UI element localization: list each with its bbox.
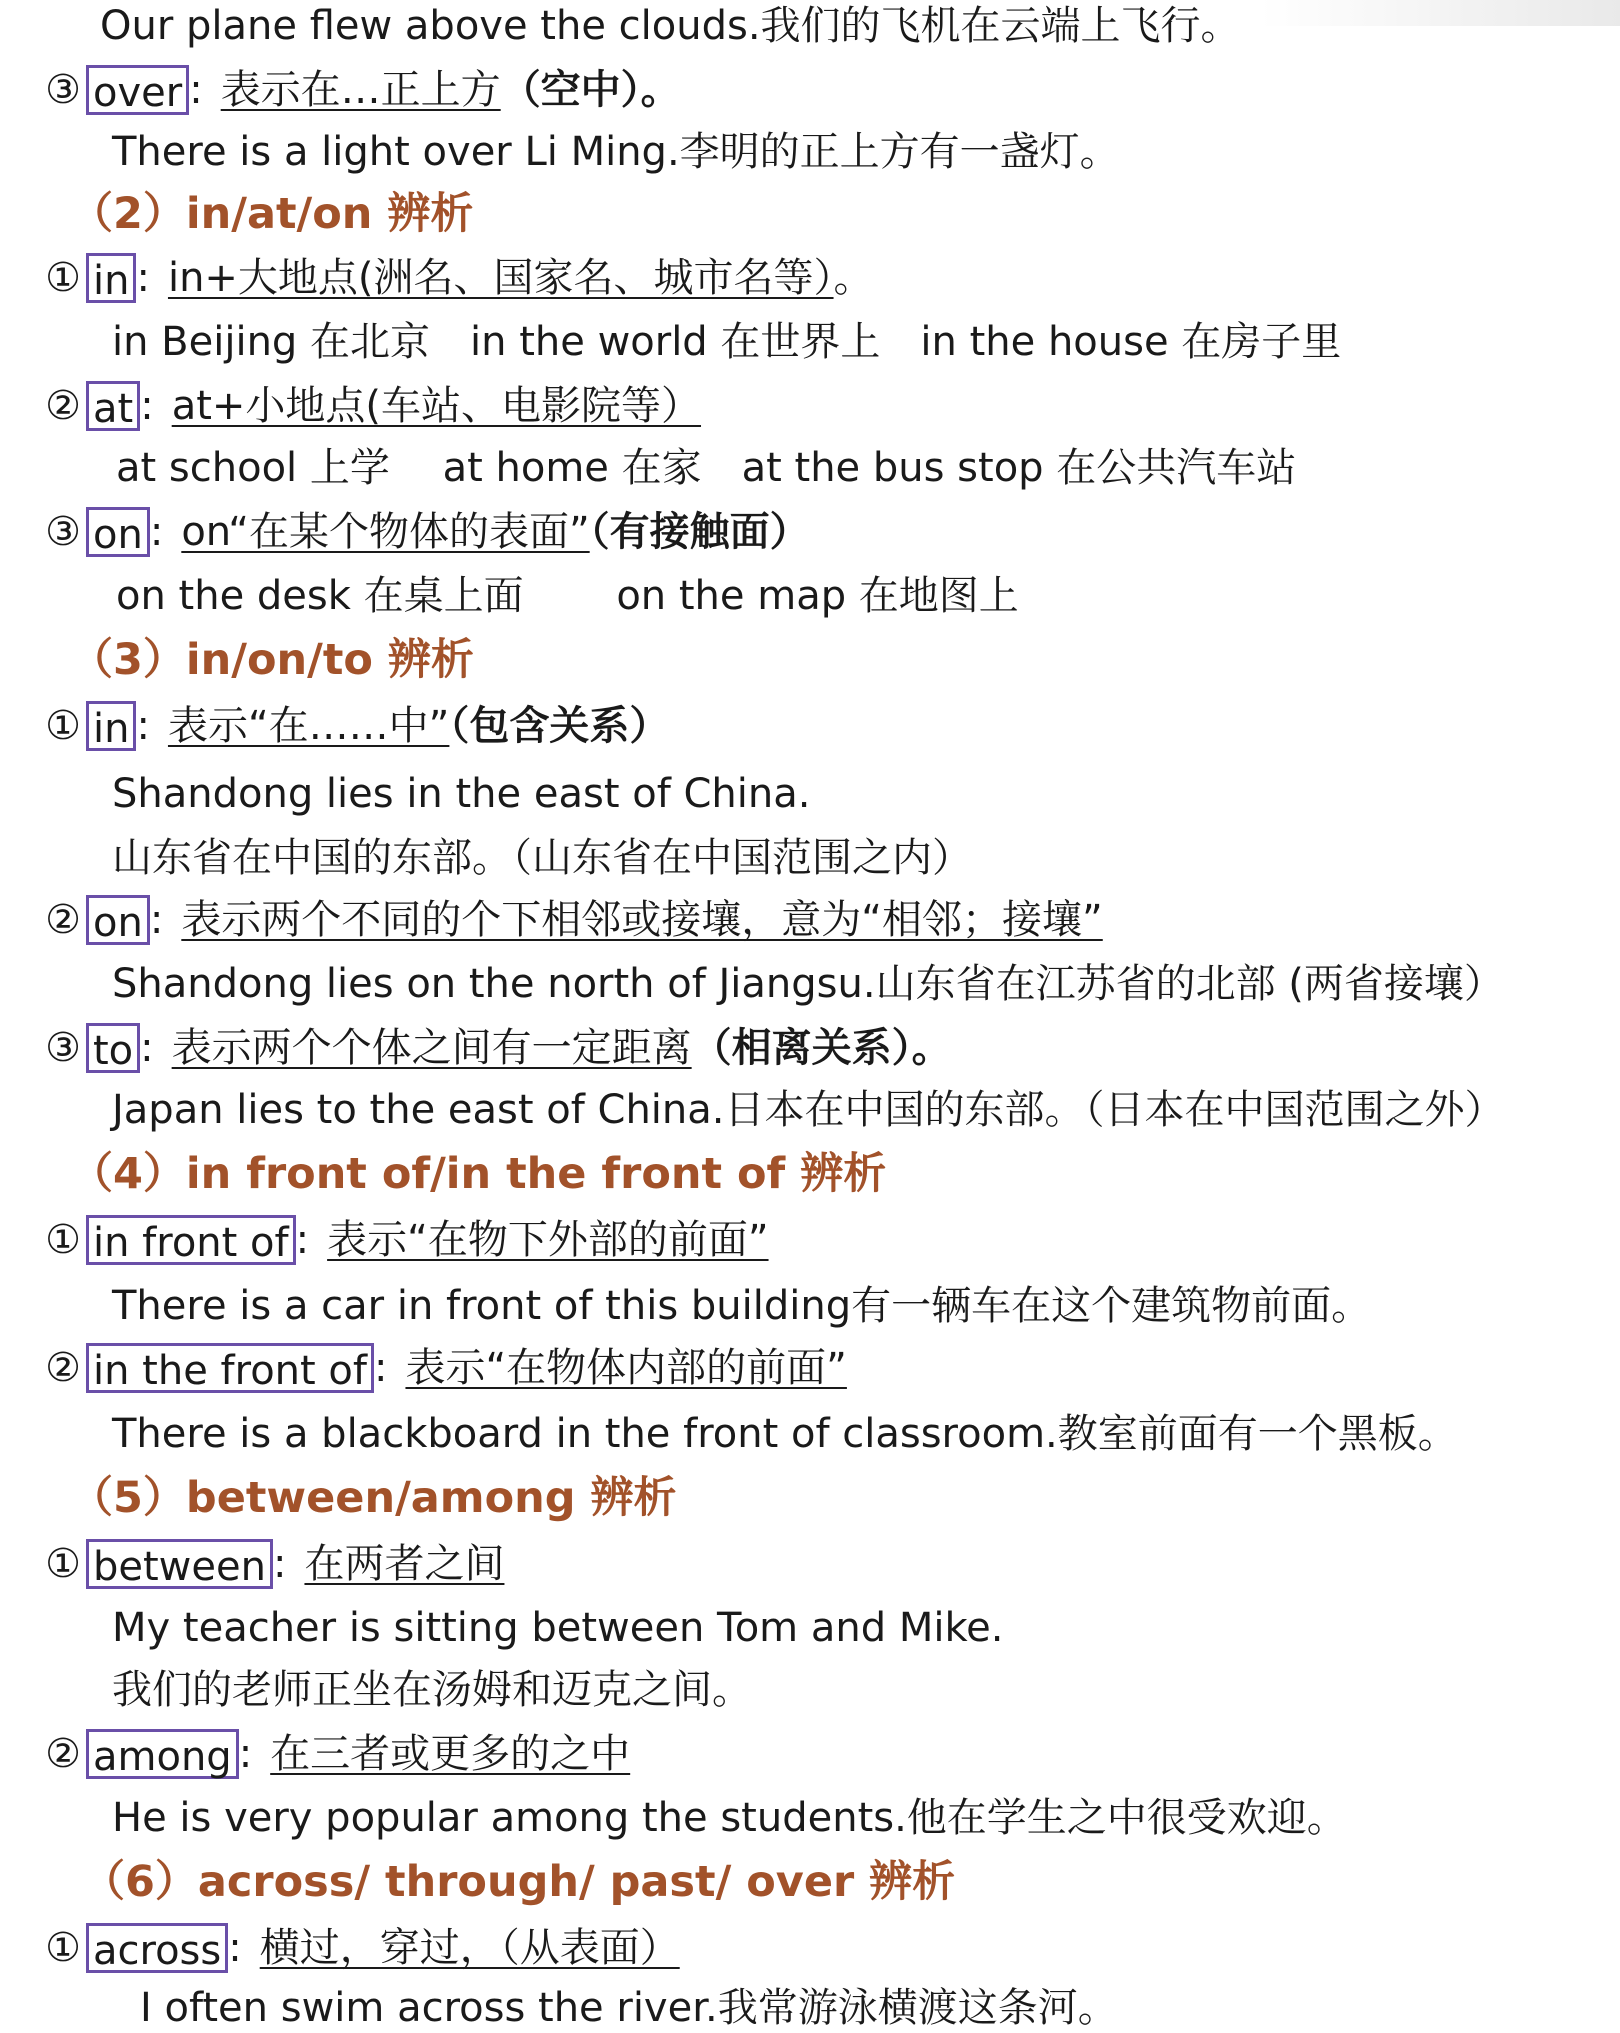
example-line: I often swim across the river.我常游泳横渡这条河。 xyxy=(140,1985,1118,2031)
item-number: ② xyxy=(45,1731,81,1777)
colon: : xyxy=(140,1025,154,1071)
item-number: ① xyxy=(45,255,81,301)
note: （空中）。 xyxy=(500,67,681,113)
section-heading: （3）in/on/to 辨析 xyxy=(70,635,474,685)
example-line: Shandong lies in the east of China. xyxy=(112,771,811,817)
keyword-box: in front of xyxy=(86,1215,296,1265)
item-number: ① xyxy=(45,1925,81,1971)
example-line: in Beijing 在北京 in the world 在世界上 in the house 在房子里 xyxy=(112,319,1342,365)
item-number: ③ xyxy=(45,67,81,113)
definition: in+大地点(洲名、国家名、城市名等） xyxy=(167,255,834,301)
item-line xyxy=(40,1924,680,1972)
item-line xyxy=(40,1216,769,1264)
definition: 表示“在物下外部的前面” xyxy=(327,1217,769,1263)
colon: : xyxy=(228,1925,242,1971)
note: （有接触面） xyxy=(589,509,810,555)
keyword-box: in xyxy=(86,701,136,751)
colon: : xyxy=(373,1345,388,1391)
example-line: There is a car in front of this building有一辆车在这个建筑物前面。 xyxy=(112,1283,1372,1329)
keyword-box: to xyxy=(86,1023,140,1073)
colon: : xyxy=(149,509,164,555)
example-line: He is very popular among the students.他在学生之中很受欢迎。 xyxy=(112,1795,1347,1841)
definition: 在两者之间 xyxy=(304,1541,505,1587)
item-line xyxy=(40,1024,952,1072)
example-line: at school 上学 at home 在家 at the bus stop 在公共汽车站 xyxy=(116,445,1297,491)
definition: 表示“在……中” xyxy=(167,703,450,749)
item-number: ③ xyxy=(45,509,81,555)
item-number: ① xyxy=(45,1541,81,1587)
keyword-box: in the front of xyxy=(86,1343,374,1393)
item-line xyxy=(40,1540,504,1588)
item-line xyxy=(40,254,874,302)
colon: : xyxy=(295,1217,310,1263)
colon: : xyxy=(136,255,150,301)
colon: : xyxy=(140,383,154,429)
note: （包含关系） xyxy=(449,703,670,749)
item-line xyxy=(40,896,1103,944)
keyword-box: in xyxy=(86,253,136,303)
item-number: ② xyxy=(45,897,81,943)
keyword-box: on xyxy=(86,895,150,945)
example-line: Japan lies to the east of China.日本在中国的东部。（日本在中国范围之外） xyxy=(112,1087,1505,1133)
keyword-box: over xyxy=(86,65,189,115)
example-line: Shandong lies on the north of Jiangsu.山东省在江苏省的北部 (两省接壤） xyxy=(112,961,1504,1007)
top-edge-shadow xyxy=(1260,0,1620,26)
note: （相离关系）。 xyxy=(691,1025,952,1071)
keyword-box: on xyxy=(86,507,150,557)
section-heading: （2）in/at/on 辨析 xyxy=(70,189,474,239)
definition: 表示两个个体之间有一定距离 xyxy=(171,1025,692,1071)
colon: : xyxy=(189,67,203,113)
example-line: There is a light over Li Ming.李明的正上方有一盏灯。 xyxy=(112,129,1120,175)
colon: : xyxy=(136,703,150,749)
colon: : xyxy=(149,897,164,943)
example-line: My teacher is sitting between Tom and Mike. xyxy=(112,1605,1004,1651)
item-number: ① xyxy=(45,703,81,749)
definition: 表示“在物体内部的前面” xyxy=(405,1345,847,1391)
keyword-box: at xyxy=(86,381,140,431)
example-line: There is a blackboard in the front of classroom.教室前面有一个黑板。 xyxy=(112,1411,1458,1457)
definition: on“在某个物体的表面” xyxy=(181,509,590,555)
definition: 表示在…正上方 xyxy=(220,67,501,113)
example-line: 我们的老师正坐在汤姆和迈克之间。 xyxy=(112,1667,752,1713)
item-line xyxy=(40,508,810,556)
section-heading: （4）in front of/in the front of 辨析 xyxy=(70,1149,887,1199)
item-number: ② xyxy=(45,1345,81,1391)
item-line xyxy=(40,382,701,430)
item-line xyxy=(40,66,681,114)
definition: at+小地点(车站、电影院等） xyxy=(171,383,702,429)
example-line: 山东省在中国的东部。（山东省在中国范围之内） xyxy=(112,835,972,881)
section-heading: （5）between/among 辨析 xyxy=(70,1473,677,1523)
item-number: ① xyxy=(45,1217,81,1263)
item-line xyxy=(40,702,669,750)
keyword-box: between xyxy=(86,1539,273,1589)
definition: 在三者或更多的之中 xyxy=(270,1731,631,1777)
colon: : xyxy=(272,1541,287,1587)
definition: 横过，穿过，（从表面） xyxy=(259,1925,680,1971)
item-line xyxy=(40,1730,630,1778)
item-line xyxy=(40,1344,847,1392)
example-line: on the desk 在桌上面 on the map 在地图上 xyxy=(116,573,1019,619)
item-number: ③ xyxy=(45,1025,81,1071)
colon: : xyxy=(238,1731,253,1777)
item-number: ② xyxy=(45,383,81,429)
section-heading: （6）across/ through/ past/ over 辨析 xyxy=(82,1857,956,1907)
note: 。 xyxy=(833,255,874,301)
example-line: Our plane flew above the clouds.我们的飞机在云端上飞行。 xyxy=(100,3,1241,49)
keyword-box: among xyxy=(86,1729,239,1779)
keyword-box: across xyxy=(86,1923,228,1973)
definition: 表示两个不同的个下相邻或接壤，意为“相邻；接壤” xyxy=(181,897,1103,943)
